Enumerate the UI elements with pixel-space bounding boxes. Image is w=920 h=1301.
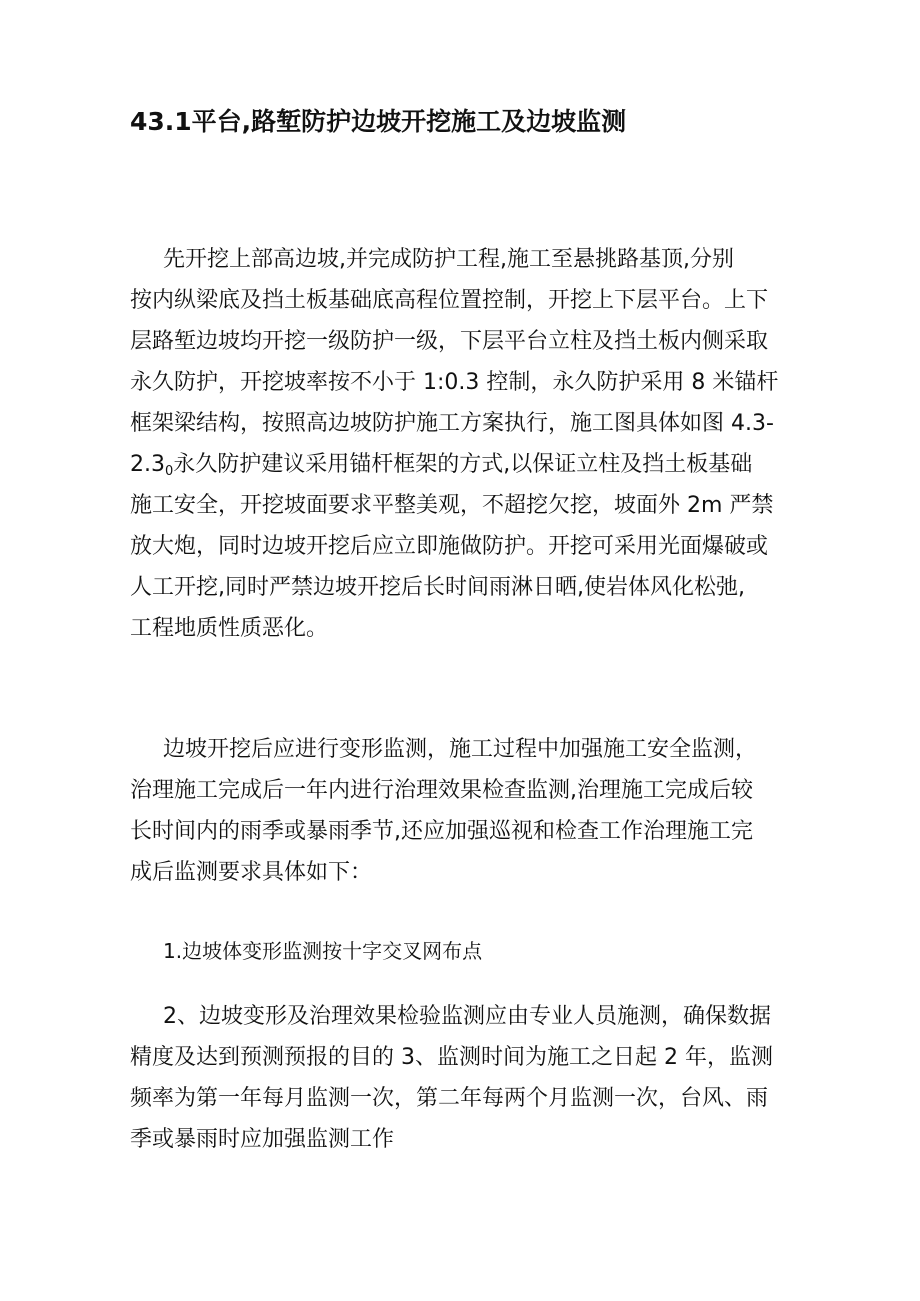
text-line: 2、边坡变形及治理效果检验监测应由专业人员施测，确保数据 (163, 1004, 771, 1029)
figure-ref-subscript: 0 (165, 464, 174, 479)
text-line: 永久防护，开挖坡率按不小于 1:0.3 控制，永久防护采用 8 米锚杆 (130, 370, 779, 395)
text-line: 工程地质性质恶化。 (130, 616, 329, 641)
text-line: 按内纵梁底及挡土板基础底高程位置控制，开挖上下层平台。上下 (130, 288, 769, 313)
text-line (130, 444, 802, 485)
text-line: 放大炮，同时边坡开挖后应立即施做防护。开挖可采用光面爆破或 (130, 534, 769, 559)
figure-ref: 2.3 (130, 452, 165, 477)
text-segment: 永久防护建议采用锚杆框架的方式,以保证立柱及挡土板基础 (173, 452, 753, 477)
text-line: 季或暴雨时应加强监测工作 (130, 1127, 395, 1152)
text-line: 先开挖上部高边坡,并完成防护工程,施工至悬挑路基顶,分别 (163, 247, 734, 272)
text-line: 成后监测要求具体如下： (130, 860, 373, 885)
text-line: 长时间内的雨季或暴雨季节,还应加强巡视和检查工作治理施工完 (130, 819, 753, 844)
paragraph-monitoring (130, 729, 802, 893)
list-item-1: 1.边坡体变形监测按十字交叉网布点 (163, 939, 483, 963)
paragraph-monitoring-requirements (130, 996, 802, 1160)
paragraph-excavation (130, 239, 802, 649)
text-line: 框架梁结构，按照高边坡防护施工方案执行，施工图具体如图 4.3- (130, 411, 774, 436)
text-line: 频率为第一年每月监测一次，第二年每两个月监测一次，台风、雨 (130, 1086, 769, 1111)
text-line: 层路堑边坡均开挖一级防护一级，下层平台立柱及挡土板内侧采取 (130, 329, 769, 354)
text-line: 边坡开挖后应进行变形监测，施工过程中加强施工安全监测， (163, 737, 758, 762)
text-line: 人工开挖,同时严禁边坡开挖后长时间雨淋日晒,使岩体风化松弛, (130, 575, 745, 600)
text-line: 施工安全，开挖坡面要求平整美观，不超挖欠挖，坡面外 2m 严禁 (130, 493, 774, 518)
section-heading: 43.1平台,路堑防护边坡开挖施工及边坡监测 (130, 107, 627, 136)
text-line: 治理施工完成后一年内进行治理效果检查监测,治理施工完成后较 (130, 778, 753, 803)
text-line: 精度及达到预测预报的目的 3、监测时间为施工之日起 2 年，监测 (130, 1045, 773, 1070)
